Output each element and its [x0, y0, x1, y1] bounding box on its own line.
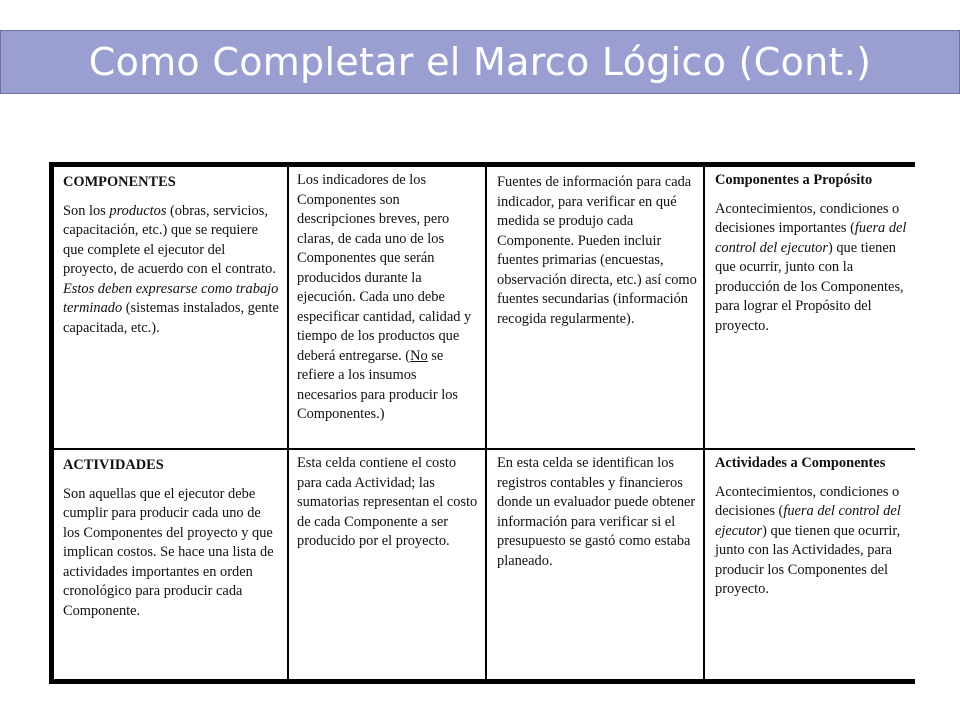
cell-text-costo: Esta celda contiene el costo para cada Actividad; las sumatorias representan el costo de cada Componente a ser producido por el proyecto. — [297, 455, 478, 549]
slide-title-bar — [0, 30, 960, 94]
cell-fuentes — [487, 167, 703, 448]
cell-text-componentes: Son los productos (obras, servicios, capacitación, etc.) que se requiere que complete el ejecutor del proyecto, de acuerdo con el contrato. Estos deben expresarse como trabajo terminado (sistemas instalados, gente capacitada, etc.). — [63, 202, 279, 336]
cell-heading-supuestos-componentes: Componentes a Propósito — [715, 172, 873, 188]
cell-text-supuestos-componentes: Acontecimientos, condiciones o decisiones importantes (fuera del control del ejecutor) que tienen que ocurrir, junto con la producción de los Componentes, para lograr el Propósito del proyecto. — [715, 200, 907, 334]
cell-text-registros: En esta celda se identifican los registros contables y financieros donde un evaluador puede obtener información para verificar si el presupuesto se gastó como estaba planeado. — [497, 455, 696, 569]
cell-text-supuestos-actividades: Acontecimientos, condiciones o decisiones (fuera del control del ejecutor) que tienen que ocurrir, junto con las Actividades, para producir los Componentes del proyecto. — [715, 483, 901, 597]
cell-componentes — [54, 167, 287, 448]
cell-registros — [487, 450, 703, 679]
cell-heading-supuestos-actividades: Actividades a Componentes — [715, 455, 886, 471]
cell-costo — [289, 450, 485, 679]
cell-supuestos-componentes — [705, 167, 923, 448]
cell-indicadores — [289, 167, 485, 448]
slide-title: Como Completar el Marco Lógico (Cont.) — [88, 40, 872, 84]
cell-text-fuentes: Fuentes de información para cada indicador, para verificar en qué medida se produjo cada Componente. Pueden incluir fuentes primarias (encuestas, observación directa, etc.) así como fuentes secundarias (información recogida regularmente). — [497, 174, 697, 327]
cell-heading-actividades: ACTIVIDADES — [63, 457, 164, 473]
cell-supuestos-actividades — [705, 450, 923, 679]
cell-text-indicadores: Los indicadores de los Componentes son descripciones breves, pero claras, de cada uno de los Componentes que serán producidos durante la ejecución. Cada uno debe especificar cantidad, calidad y tiempo de los productos que deberá entregarse. (No se refiere a los insumos necesarios para producir los Componentes.) — [297, 172, 472, 422]
cell-actividades — [54, 450, 287, 679]
cell-text-actividades: Son aquellas que el ejecutor debe cumplir para producir cada uno de los Componentes del proyecto y que implican costos. Se hace una lista de actividades importantes en orden cronológico para producir cada Componente. — [63, 485, 274, 619]
logical-framework-table — [49, 162, 915, 684]
cell-heading-componentes: COMPONENTES — [63, 174, 176, 190]
